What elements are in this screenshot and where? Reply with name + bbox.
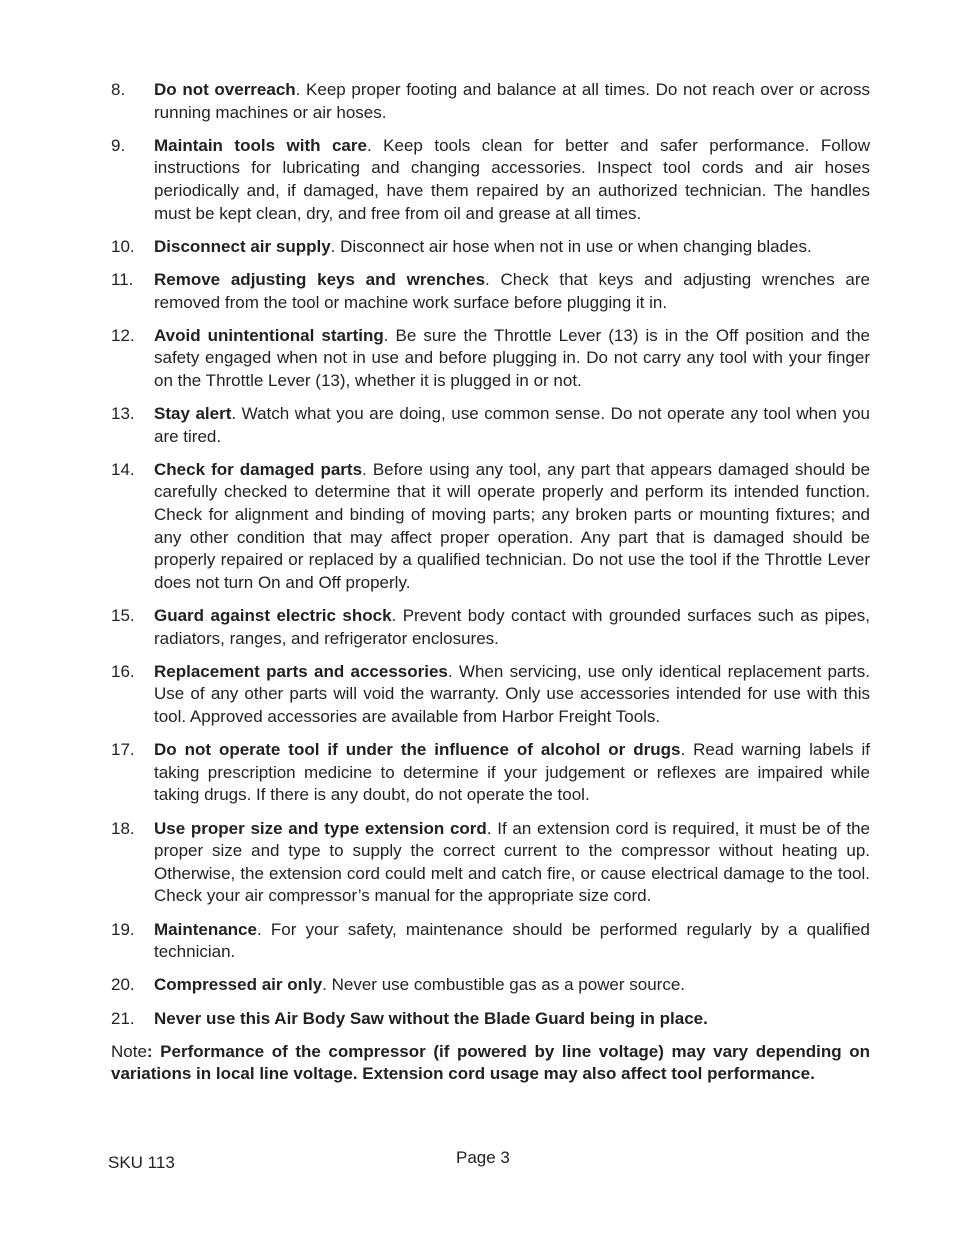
list-item (111, 79, 870, 124)
item-number: 9. (111, 135, 126, 155)
item-number: 13. (111, 404, 135, 424)
note-text: : Performance of the compressor (if powered by line voltage) may vary depending on variations in local line voltage. Extension cord usage may also affect tool performance. (111, 1041, 870, 1084)
item-heading: Check for damaged parts (154, 459, 363, 479)
item-heading: Maintain tools with care (154, 135, 367, 155)
item-body (154, 919, 870, 964)
item-text: . Check that keys and adjusting wrenches are removed from the tool or machine work surface before plugging it in. (154, 269, 870, 312)
item-heading: Compressed air only (154, 975, 323, 995)
list-item (111, 1008, 870, 1031)
item-text: . Disconnect air hose when not in use or when changing blades. (330, 236, 812, 256)
performance-note (111, 1041, 870, 1086)
item-number: 11. (111, 269, 134, 289)
safety-rules-list (111, 79, 870, 1086)
item-heading: Disconnect air supply (154, 236, 331, 256)
item-text: . Before using any tool, any part that appears damaged should be carefully checked to determine that it will operate properly and perform its intended function. Check for alignment and binding of moving parts; any broken parts or mounting fixtures; and any other condition that may affect proper operation. Any part that is damaged should be properly repaired or replaced by a qualified technician. Do not use the tool if the Throttle Lever does not turn On and Off properly. (154, 459, 870, 592)
item-number: 10. (111, 236, 135, 256)
list-item (111, 974, 870, 997)
item-text: . Never use combustible gas as a power source. (322, 975, 686, 995)
item-text: . For your safety, maintenance should be performed regularly by a qualified technician. (154, 919, 870, 962)
item-body (154, 459, 870, 595)
item-number: 16. (111, 661, 135, 681)
list-item (111, 661, 870, 729)
item-text: . Prevent body contact with grounded surfaces such as pipes, radiators, ranges, and refrigerator enclosures. (154, 606, 871, 648)
list-item (111, 325, 870, 393)
list-item (111, 459, 870, 595)
item-text: . When servicing, use only identical replacement parts. Use of any other parts will void the warranty. Only use accessories intended for use with this tool. Approved accessories are available from Harbor Freight Tools. (154, 661, 870, 726)
item-body (154, 818, 870, 908)
list-item (111, 403, 870, 448)
item-heading: Remove adjusting keys and wrenches (154, 269, 486, 289)
item-number: 18. (111, 818, 135, 838)
item-number: 15. (111, 606, 135, 626)
item-heading: Do not operate tool if under the influence of alcohol or drugs (154, 740, 681, 760)
item-number: 17. (111, 740, 135, 760)
item-heading: Maintenance (154, 919, 257, 939)
item-body (154, 403, 870, 448)
item-number: 21. (111, 1008, 135, 1028)
item-text: . Keep tools clean for better and safer performance. Follow instructions for lubricating and changing accessories. Inspect tool cords and air hoses periodically and, if damaged, have them repaired by an authorized technician. The handles must be kept clean, dry, and free from oil and grease at all times. (154, 135, 870, 223)
list-item (111, 605, 870, 650)
page-number: Page 3 (456, 1148, 510, 1167)
sku-label: SKU 113 (108, 1153, 175, 1172)
item-text: . Be sure the Throttle Lever (13) is in the Off position and the safety engaged when not in use and before plugging in. Do not carry any tool with your finger on the Throttle Lever (13), whether it is plugged in or not. (154, 325, 870, 390)
item-heading: Guard against electric shock (154, 606, 392, 626)
item-body (154, 135, 870, 225)
item-body (154, 269, 870, 314)
list-item (111, 818, 870, 908)
item-heading: Stay alert (154, 404, 232, 424)
item-heading: Use proper size and type extension cord (154, 818, 487, 838)
item-number: 20. (111, 975, 135, 995)
list-item (111, 919, 870, 964)
item-number: 12. (111, 325, 135, 345)
item-number: 8. (111, 80, 126, 99)
list-item (111, 269, 870, 314)
item-body (154, 974, 870, 997)
item-number: 19. (111, 919, 135, 939)
item-number: 14. (111, 459, 135, 479)
list-item (111, 135, 870, 225)
item-text: . Read warning labels if taking prescription medicine to determine if your judgement or reflexes are impaired while taking drugs. If there is any doubt, do not operate the tool. (154, 740, 870, 805)
item-heading: Never use this Air Body Saw without the Blade Guard being in place. (154, 1008, 708, 1028)
list-item (111, 739, 870, 807)
item-text: . Keep proper footing and balance at all times. Do not reach over or across running machines or air hoses. (154, 80, 870, 122)
item-heading: Avoid unintentional starting (154, 325, 384, 345)
item-body (154, 236, 870, 259)
item-body (154, 1008, 870, 1031)
list-item (111, 236, 870, 259)
note-label: Note (111, 1041, 147, 1061)
item-body (154, 739, 870, 807)
item-body (154, 661, 870, 729)
item-heading: Replacement parts and accessories (154, 661, 448, 681)
item-heading: Do not overreach (154, 80, 296, 99)
item-body (154, 325, 870, 393)
item-text: . If an extension cord is required, it must be of the proper size and type to supply the correct current to the compressor without heating up. Otherwise, the extension cord could melt and catch fire, or cause electrical damage to the tool. Check your air compressor’s manual for the appropriate size cord. (154, 818, 870, 906)
item-text: . Watch what you are doing, use common sense. Do not operate any tool when you are tired. (154, 404, 870, 446)
item-body (154, 605, 870, 650)
item-body (154, 79, 870, 124)
